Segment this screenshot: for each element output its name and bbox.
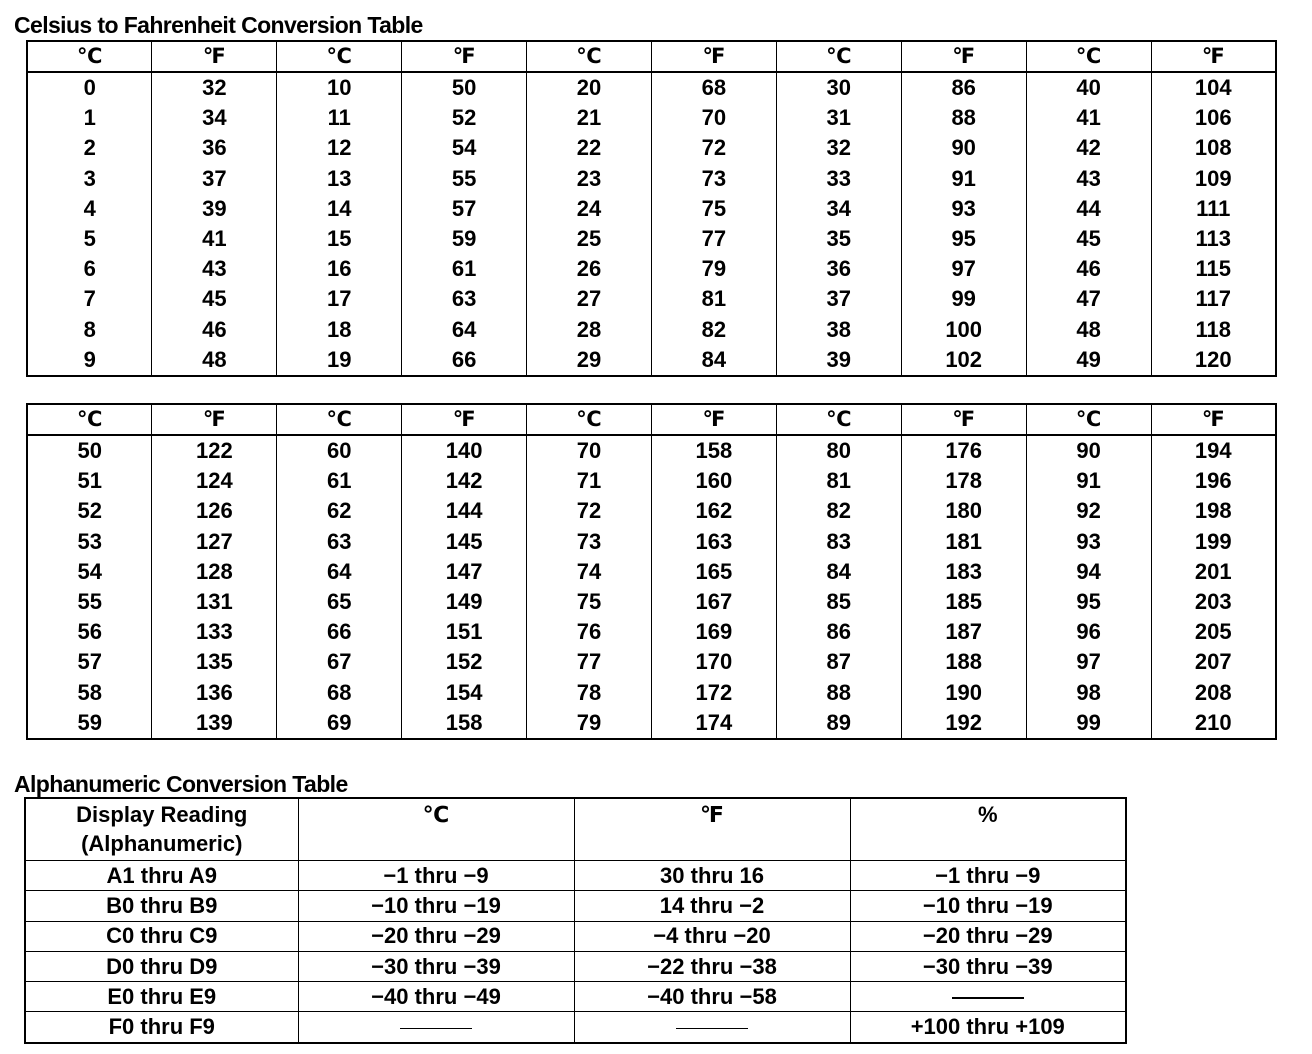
alphanumeric-table <box>24 797 1127 1044</box>
fahrenheit-header: ℉ <box>651 404 776 435</box>
display-reading-cell: F0 thru F9 <box>25 1012 298 1043</box>
percent-cell: −10 thru −19 <box>850 891 1126 921</box>
celsius-cell: 89 <box>776 708 901 739</box>
celsius-cell: 3 <box>83 165 96 191</box>
celsius-header: ℃ <box>776 41 901 72</box>
fahrenheit-cell: 133 <box>152 617 277 647</box>
table-row <box>27 103 1276 133</box>
celsius-cell: 82 <box>776 496 901 526</box>
fahrenheit-cell: 154 <box>402 678 527 708</box>
celsius-cell: 86 <box>776 617 901 647</box>
fahrenheit-cell: 136 <box>152 678 277 708</box>
celsius-cell: 10 <box>277 72 402 103</box>
table-row <box>27 315 1276 345</box>
fahrenheit-header: ℉ <box>402 41 527 72</box>
table-row <box>27 557 1276 587</box>
percent-cell: −1 thru −9 <box>850 861 1126 891</box>
celsius-cell: 41 <box>1026 103 1151 133</box>
fahrenheit-cell: 188 <box>901 647 1026 677</box>
fahrenheit-cell: 54 <box>402 133 527 163</box>
table-body <box>25 861 1126 1043</box>
celsius-cell: 11 <box>277 103 402 133</box>
celsius-cell: 17 <box>277 284 402 314</box>
fahrenheit-cell: 210 <box>1151 708 1276 739</box>
fahrenheit-cell: 32 <box>152 72 277 103</box>
fahrenheit-cell: 52 <box>402 103 527 133</box>
celsius-table-title: Celsius to Fahrenheit Conversion Table <box>14 12 423 38</box>
celsius-cell: 73 <box>527 527 652 557</box>
fahrenheit-header: ℉ <box>152 41 277 72</box>
percent-header: % <box>850 798 1126 861</box>
celsius-cell: 42 <box>1026 133 1151 163</box>
fahrenheit-cell: 111 <box>1151 194 1276 224</box>
celsius-cell: 98 <box>1026 678 1151 708</box>
celsius-cell: 22 <box>527 133 652 163</box>
fahrenheit-cell: 50 <box>402 72 527 103</box>
table-row <box>25 921 1126 951</box>
fahrenheit-cell: 160 <box>651 466 776 496</box>
fahrenheit-cell: 46 <box>152 315 277 345</box>
celsius-cell: 37 <box>776 284 901 314</box>
celsius-cell: 48 <box>1026 315 1151 345</box>
fahrenheit-cell: 139 <box>152 708 277 739</box>
fahrenheit-cell: 199 <box>1151 527 1276 557</box>
fahrenheit-cell: 84 <box>651 345 776 376</box>
display-reading-header: Display Reading (Alphanumeric) <box>25 798 298 861</box>
fahrenheit-cell: 142 <box>402 466 527 496</box>
fahrenheit-cell: 152 <box>402 647 527 677</box>
celsius-cell: 13 <box>277 164 402 194</box>
celsius-cell: 54 <box>77 558 102 584</box>
celsius-cell: 24 <box>527 194 652 224</box>
celsius-cell <box>298 1012 574 1043</box>
fahrenheit-header: ℉ <box>651 41 776 72</box>
percent-cell <box>850 982 1126 1012</box>
fahrenheit-cell: 14 thru −2 <box>574 891 850 921</box>
alphanumeric-table-title: Alphanumeric Conversion Table <box>14 771 348 797</box>
fahrenheit-cell: 63 <box>402 284 527 314</box>
fahrenheit-cell: −22 thru −38 <box>574 951 850 981</box>
header-row <box>27 41 1276 72</box>
celsius-header: ℃ <box>27 404 152 435</box>
celsius-cell: 64 <box>277 557 402 587</box>
celsius-cell: 97 <box>1026 647 1151 677</box>
celsius-cell: 74 <box>527 557 652 587</box>
fahrenheit-cell: 144 <box>402 496 527 526</box>
fahrenheit-cell: 135 <box>152 647 277 677</box>
fahrenheit-cell: 93 <box>901 194 1026 224</box>
table-row <box>27 466 1276 496</box>
fahrenheit-header: ℉ <box>152 404 277 435</box>
fahrenheit-cell: 196 <box>1151 466 1276 496</box>
celsius-cell: 92 <box>1026 496 1151 526</box>
display-reading-cell: B0 thru B9 <box>25 891 298 921</box>
table-row <box>27 194 1276 224</box>
celsius-cell: 29 <box>527 345 652 376</box>
celsius-cell: 43 <box>1026 164 1151 194</box>
celsius-header: ℃ <box>1026 404 1151 435</box>
celsius-cell: 79 <box>527 708 652 739</box>
celsius-cell: 18 <box>277 315 402 345</box>
fahrenheit-cell: 151 <box>402 617 527 647</box>
display-reading-cell: D0 thru D9 <box>25 951 298 981</box>
fahrenheit-cell: 91 <box>901 164 1026 194</box>
celsius-cell: 58 <box>77 679 102 705</box>
not-applicable-dash <box>400 1028 472 1030</box>
celsius-cell: 85 <box>776 587 901 617</box>
fahrenheit-cell: 68 <box>651 72 776 103</box>
fahrenheit-cell: 97 <box>901 254 1026 284</box>
fahrenheit-cell: 75 <box>651 194 776 224</box>
celsius-cell: 62 <box>277 496 402 526</box>
fahrenheit-cell: 61 <box>402 254 527 284</box>
celsius-cell: 45 <box>1026 224 1151 254</box>
table-row <box>27 72 1276 103</box>
fahrenheit-cell: 181 <box>901 527 1026 557</box>
table-row <box>27 254 1276 284</box>
fahrenheit-cell: 208 <box>1151 678 1276 708</box>
fahrenheit-cell: 172 <box>651 678 776 708</box>
fahrenheit-cell: 120 <box>1151 345 1276 376</box>
fahrenheit-cell: 203 <box>1151 587 1276 617</box>
celsius-cell: 51 <box>77 468 102 494</box>
fahrenheit-cell: 55 <box>402 164 527 194</box>
fahrenheit-cell: 45 <box>152 284 277 314</box>
celsius-cell: 49 <box>1026 345 1151 376</box>
celsius-cell: 84 <box>776 557 901 587</box>
fahrenheit-cell: 102 <box>901 345 1026 376</box>
table-row <box>25 1012 1126 1043</box>
celsius-cell: 88 <box>776 678 901 708</box>
celsius-header: ℃ <box>527 404 652 435</box>
fahrenheit-cell: 90 <box>901 133 1026 163</box>
fahrenheit-cell: 72 <box>651 133 776 163</box>
celsius-header: ℃ <box>776 404 901 435</box>
celsius-cell: 56 <box>77 619 102 645</box>
celsius-cell: 75 <box>527 587 652 617</box>
table-row <box>27 708 1276 739</box>
celsius-cell: 40 <box>1026 72 1151 103</box>
fahrenheit-cell: 205 <box>1151 617 1276 647</box>
celsius-cell: 5 <box>83 226 96 252</box>
fahrenheit-cell: 190 <box>901 678 1026 708</box>
celsius-header: ℃ <box>1026 41 1151 72</box>
fahrenheit-cell: 170 <box>651 647 776 677</box>
fahrenheit-cell: 66 <box>402 345 527 376</box>
table-body <box>27 72 1276 376</box>
fahrenheit-cell: 73 <box>651 164 776 194</box>
celsius-cell: 19 <box>277 345 402 376</box>
table-row <box>27 284 1276 314</box>
celsius-cell: 59 <box>77 709 102 735</box>
fahrenheit-cell: 176 <box>901 435 1026 466</box>
table-row <box>25 861 1126 891</box>
fahrenheit-cell: 131 <box>152 587 277 617</box>
fahrenheit-cell: 147 <box>402 557 527 587</box>
celsius-cell: 90 <box>1026 435 1151 466</box>
percent-cell: −30 thru −39 <box>850 951 1126 981</box>
fahrenheit-cell: 207 <box>1151 647 1276 677</box>
not-applicable-dash <box>676 1028 748 1030</box>
celsius-cell: 91 <box>1026 466 1151 496</box>
fahrenheit-header: ℉ <box>402 404 527 435</box>
celsius-cell: 61 <box>277 466 402 496</box>
celsius-cell: 35 <box>776 224 901 254</box>
fahrenheit-cell: 99 <box>901 284 1026 314</box>
fahrenheit-cell: 95 <box>901 224 1026 254</box>
fahrenheit-cell: 104 <box>1151 72 1276 103</box>
fahrenheit-cell: 30 thru 16 <box>574 861 850 891</box>
fahrenheit-cell: 117 <box>1151 284 1276 314</box>
celsius-cell: 60 <box>277 435 402 466</box>
celsius-cell: 83 <box>776 527 901 557</box>
fahrenheit-cell: 162 <box>651 496 776 526</box>
fahrenheit-cell: 36 <box>152 133 277 163</box>
celsius-cell: 15 <box>277 224 402 254</box>
celsius-header: ℃ <box>277 404 402 435</box>
fahrenheit-cell: 108 <box>1151 133 1276 163</box>
table-row <box>25 982 1126 1012</box>
fahrenheit-cell: 165 <box>651 557 776 587</box>
fahrenheit-cell: 194 <box>1151 435 1276 466</box>
celsius-cell: 32 <box>776 133 901 163</box>
fahrenheit-header: ℉ <box>1151 404 1276 435</box>
celsius-cell: 63 <box>277 527 402 557</box>
celsius-cell: −30 thru −39 <box>298 951 574 981</box>
celsius-header: ℃ <box>277 41 402 72</box>
celsius-cell: 96 <box>1026 617 1151 647</box>
celsius-cell: 70 <box>527 435 652 466</box>
fahrenheit-cell: 82 <box>651 315 776 345</box>
fahrenheit-cell: 81 <box>651 284 776 314</box>
celsius-cell: 93 <box>1026 527 1151 557</box>
celsius-cell: 44 <box>1026 194 1151 224</box>
celsius-cell: 26 <box>527 254 652 284</box>
fahrenheit-cell: 70 <box>651 103 776 133</box>
celsius-cell: 27 <box>527 284 652 314</box>
celsius-cell: 77 <box>527 647 652 677</box>
table-row <box>27 496 1276 526</box>
celsius-cell: 72 <box>527 496 652 526</box>
fahrenheit-cell: 118 <box>1151 315 1276 345</box>
celsius-cell: 78 <box>527 678 652 708</box>
fahrenheit-cell: 158 <box>402 708 527 739</box>
table-row <box>27 527 1276 557</box>
celsius-cell: 12 <box>277 133 402 163</box>
fahrenheit-cell: 115 <box>1151 254 1276 284</box>
fahrenheit-cell: 167 <box>651 587 776 617</box>
fahrenheit-cell: 127 <box>152 527 277 557</box>
fahrenheit-cell: 169 <box>651 617 776 647</box>
celsius-header: ℃ <box>527 41 652 72</box>
celsius-cell: 4 <box>83 195 96 221</box>
fahrenheit-cell: 109 <box>1151 164 1276 194</box>
celsius-cell: 69 <box>277 708 402 739</box>
fahrenheit-cell: 126 <box>152 496 277 526</box>
celsius-cell: 55 <box>77 589 102 615</box>
fahrenheit-cell: 201 <box>1151 557 1276 587</box>
fahrenheit-cell: 37 <box>152 164 277 194</box>
fahrenheit-cell: 77 <box>651 224 776 254</box>
celsius-cell: 28 <box>527 315 652 345</box>
celsius-cell: −20 thru −29 <box>298 921 574 951</box>
celsius-cell: 7 <box>83 286 96 312</box>
celsius-cell: 68 <box>277 678 402 708</box>
celsius-cell: 87 <box>776 647 901 677</box>
celsius-header: ℃ <box>298 798 574 861</box>
celsius-cell: 21 <box>527 103 652 133</box>
celsius-cell: 2 <box>83 135 96 161</box>
celsius-cell: 99 <box>1026 708 1151 739</box>
fahrenheit-cell: 158 <box>651 435 776 466</box>
table-row <box>27 133 1276 163</box>
celsius-cell: 16 <box>277 254 402 284</box>
celsius-cell: 39 <box>776 345 901 376</box>
celsius-cell: 31 <box>776 103 901 133</box>
header-row <box>27 404 1276 435</box>
fahrenheit-header: ℉ <box>574 798 850 861</box>
fahrenheit-cell: 57 <box>402 194 527 224</box>
fahrenheit-cell: 113 <box>1151 224 1276 254</box>
table-row <box>25 951 1126 981</box>
fahrenheit-cell: 198 <box>1151 496 1276 526</box>
celsius-cell: 53 <box>77 528 102 554</box>
percent-cell: +100 thru +109 <box>850 1012 1126 1043</box>
header-row <box>25 798 1126 861</box>
celsius-cell: 50 <box>77 438 102 464</box>
fahrenheit-cell: 145 <box>402 527 527 557</box>
celsius-cell: 33 <box>776 164 901 194</box>
fahrenheit-cell: 187 <box>901 617 1026 647</box>
table-row <box>27 224 1276 254</box>
fahrenheit-cell: 88 <box>901 103 1026 133</box>
table-row <box>25 891 1126 921</box>
fahrenheit-cell: 124 <box>152 466 277 496</box>
celsius-cell: −10 thru −19 <box>298 891 574 921</box>
celsius-cell: 6 <box>83 256 96 282</box>
percent-cell: −20 thru −29 <box>850 921 1126 951</box>
table-row <box>27 587 1276 617</box>
celsius-header: ℃ <box>27 41 152 72</box>
table-row <box>27 435 1276 466</box>
celsius-cell: 67 <box>277 647 402 677</box>
celsius-cell: 36 <box>776 254 901 284</box>
table-row <box>27 345 1276 376</box>
celsius-cell: 80 <box>776 435 901 466</box>
fahrenheit-cell: 64 <box>402 315 527 345</box>
celsius-cell: −40 thru −49 <box>298 982 574 1012</box>
celsius-cell: 46 <box>1026 254 1151 284</box>
display-reading-cell: E0 thru E9 <box>25 982 298 1012</box>
celsius-cell: 81 <box>776 466 901 496</box>
celsius-cell: 8 <box>83 316 96 342</box>
fahrenheit-cell: 41 <box>152 224 277 254</box>
table-row <box>27 678 1276 708</box>
table-row <box>27 164 1276 194</box>
celsius-cell: 66 <box>277 617 402 647</box>
fahrenheit-cell: 48 <box>152 345 277 376</box>
fahrenheit-cell: 128 <box>152 557 277 587</box>
fahrenheit-cell: 79 <box>651 254 776 284</box>
fahrenheit-cell: 185 <box>901 587 1026 617</box>
celsius-cell: 23 <box>527 164 652 194</box>
celsius-cell: 65 <box>277 587 402 617</box>
celsius-cell: −1 thru −9 <box>298 861 574 891</box>
fahrenheit-cell: 178 <box>901 466 1026 496</box>
fahrenheit-header: ℉ <box>901 41 1026 72</box>
fahrenheit-cell: 100 <box>901 315 1026 345</box>
fahrenheit-cell: −40 thru −58 <box>574 982 850 1012</box>
celsius-cell: 20 <box>527 72 652 103</box>
fahrenheit-cell: 34 <box>152 103 277 133</box>
fahrenheit-cell: 180 <box>901 496 1026 526</box>
celsius-cell: 25 <box>527 224 652 254</box>
celsius-cell: 38 <box>776 315 901 345</box>
celsius-cell: 95 <box>1026 587 1151 617</box>
fahrenheit-cell: 183 <box>901 557 1026 587</box>
celsius-cell: 47 <box>1026 284 1151 314</box>
celsius-cell: 34 <box>776 194 901 224</box>
fahrenheit-cell: −4 thru −20 <box>574 921 850 951</box>
celsius-cell: 30 <box>776 72 901 103</box>
celsius-cell: 9 <box>83 346 96 372</box>
fahrenheit-cell: 140 <box>402 435 527 466</box>
fahrenheit-cell: 106 <box>1151 103 1276 133</box>
table-row <box>27 647 1276 677</box>
fahrenheit-cell: 192 <box>901 708 1026 739</box>
fahrenheit-header: ℉ <box>1151 41 1276 72</box>
celsius-cell: 52 <box>77 498 102 524</box>
fahrenheit-cell: 43 <box>152 254 277 284</box>
celsius-cell: 71 <box>527 466 652 496</box>
celsius-cell: 0 <box>83 75 96 101</box>
celsius-cell: 1 <box>83 105 96 131</box>
celsius-cell: 57 <box>77 649 102 675</box>
table-body <box>27 435 1276 739</box>
fahrenheit-cell: 163 <box>651 527 776 557</box>
fahrenheit-cell: 59 <box>402 224 527 254</box>
display-reading-cell: A1 thru A9 <box>25 861 298 891</box>
celsius-cell: 14 <box>277 194 402 224</box>
fahrenheit-cell: 174 <box>651 708 776 739</box>
display-reading-cell: C0 thru C9 <box>25 921 298 951</box>
celsius-cell: 76 <box>527 617 652 647</box>
fahrenheit-cell: 122 <box>152 435 277 466</box>
conversion-table-0-49 <box>26 40 1277 377</box>
fahrenheit-header: ℉ <box>901 404 1026 435</box>
fahrenheit-cell: 86 <box>901 72 1026 103</box>
table-row <box>27 617 1276 647</box>
fahrenheit-cell: 149 <box>402 587 527 617</box>
conversion-table-50-99 <box>26 403 1277 740</box>
not-applicable-dash <box>952 997 1024 999</box>
celsius-cell: 94 <box>1026 557 1151 587</box>
fahrenheit-cell <box>574 1012 850 1043</box>
fahrenheit-cell: 39 <box>152 194 277 224</box>
